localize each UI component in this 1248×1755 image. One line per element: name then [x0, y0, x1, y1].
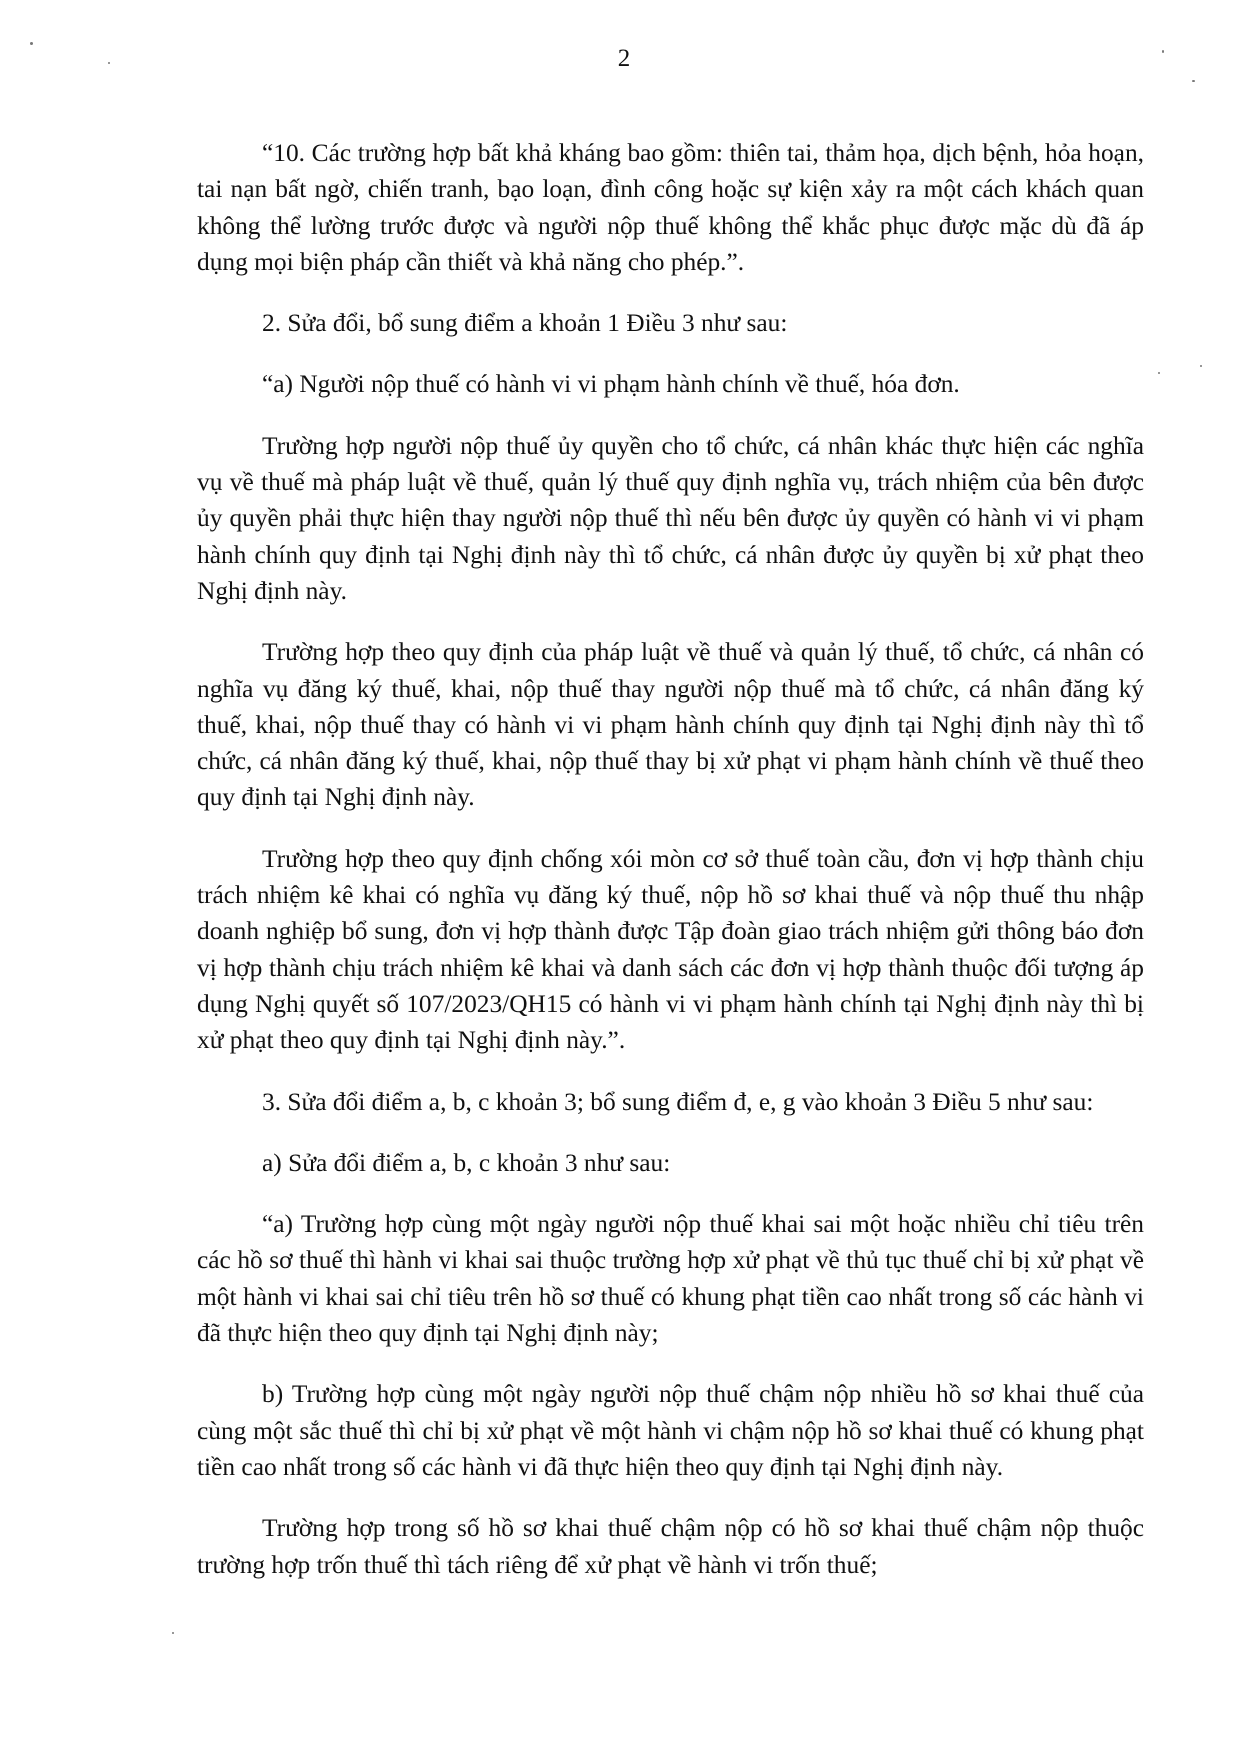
- paragraph-amend-article-5: 3. Sửa đổi điểm a, b, c khoản 3; bổ sung điểm đ, e, g vào khoản 3 Điều 5 như sau:: [262, 1087, 1094, 1116]
- scan-speck: [1192, 80, 1195, 82]
- scan-speck: [1162, 50, 1164, 53]
- paragraph-amend-article-3: 2. Sửa đổi, bổ sung điểm a khoản 1 Điều 3 như sau:: [262, 309, 788, 338]
- scan-speck: [1158, 372, 1160, 374]
- paragraph-global-minimum-tax: Trường hợp theo quy định chống xói mòn cơ sở thuế toàn cầu, đơn vị hợp thành chịu trách nhiệm kê khai có nghĩa vụ đăng ký thuế, nộp hồ sơ khai thuế và nộp thuế thu nhập doanh nghiệp bổ sung, đơn vị hợp thành được Tập đoàn giao trách nhiệm gửi thông báo đơn vị hợp thành chịu trách nhiệm kê khai và danh sách các đơn vị hợp thành thuộc đối tượng áp dụng Nghị quyết số 107/2023/QH15 có hành vi vi phạm hành chính tại Nghị định này thì bị xử phạt theo quy định tại Nghị định này.”.: [197, 844, 1144, 1055]
- paragraph-point-b-late-filing: b) Trường hợp cùng một ngày người nộp thuế chậm nộp nhiều hồ sơ khai thuế của cùng một sắc thuế thì chỉ bị xử phạt về một hành vi chậm nộp hồ sơ khai thuế có khung phạt tiền cao nhất trong số các hành vi đã thực hiện theo quy định tại Nghị định này.: [197, 1380, 1144, 1481]
- scan-speck: [30, 42, 33, 45]
- paragraph-point-a-article-3: “a) Người nộp thuế có hành vi vi phạm hành chính về thuế, hóa đơn.: [262, 370, 960, 399]
- page-number: 2: [617, 45, 631, 72]
- document-body: [197, 135, 1144, 1608]
- paragraph-authorized-party: Trường hợp người nộp thuế ủy quyền cho tổ chức, cá nhân khác thực hiện các nghĩa vụ về thuế mà pháp luật về thuế, quản lý thuế quy định nghĩa vụ, trách nhiệm của bên được ủy quyền phải thực hiện thay người nộp thuế thì nếu bên được ủy quyền có hành vi vi phạm hành chính quy định tại Nghị định này thì tổ chức, cá nhân được ủy quyền bị xử phạt theo Nghị định này.: [197, 431, 1144, 605]
- paragraph-force-majeure: “10. Các trường hợp bất khả kháng bao gồm: thiên tai, thảm họa, dịch bệnh, hỏa hoạn, tai nạn bất ngờ, chiến tranh, bạo loạn, đình công hoặc sự kiện xảy ra một cách khách quan không thể lường trước được và người nộp thuế không thể khắc phục được mặc dù đã áp dụng mọi biện pháp cần thiết và khả năng cho phép.”.: [197, 139, 1144, 276]
- scan-speck: [1200, 365, 1202, 367]
- scan-speck: [172, 1632, 174, 1634]
- paragraph-tax-evasion-separate: Trường hợp trong số hồ sơ khai thuế chậm nộp có hồ sơ khai thuế chậm nộp thuộc trường hợp trốn thuế thì tách riêng để xử phạt về hành vi trốn thuế;: [197, 1514, 1144, 1579]
- scan-speck: [108, 62, 110, 64]
- paragraph-amend-points-abc: a) Sửa đổi điểm a, b, c khoản 3 như sau:: [262, 1148, 671, 1177]
- paragraph-withholding-party: Trường hợp theo quy định của pháp luật về thuế và quản lý thuế, tổ chức, cá nhân có nghĩa vụ đăng ký thuế, khai, nộp thuế thay người nộp thuế mà tổ chức, cá nhân đăng ký thuế, khai, nộp thuế thay có hành vi vi phạm hành chính quy định tại Nghị định này thì tổ chức, cá nhân đăng ký thuế, khai, nộp thuế thay bị xử phạt vi phạm hành chính về thuế theo quy định tại Nghị định này.: [197, 638, 1144, 812]
- paragraph-point-a-same-day-misdeclaration: “a) Trường hợp cùng một ngày người nộp thuế khai sai một hoặc nhiều chỉ tiêu trên các hồ sơ thuế thì hành vi khai sai thuộc trường hợp xử phạt về thủ tục thuế chỉ bị xử phạt về một hành vi khai sai chỉ tiêu trên hồ sơ thuế có khung phạt tiền cao nhất trong số các hành vi đã thực hiện theo quy định tại Nghị định này;: [197, 1210, 1144, 1348]
